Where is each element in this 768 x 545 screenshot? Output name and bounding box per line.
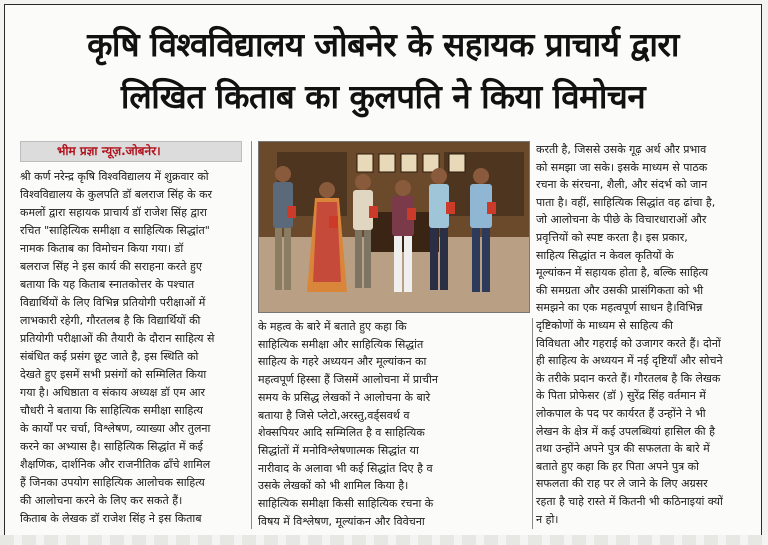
col1-line: नामक किताब का विमोचन किया गया। डॉ <box>20 242 184 255</box>
col1-line: विश्वविद्यालय के कुलपति डॉ बलराज सिंह के कर <box>20 188 213 201</box>
column-divider-1 <box>251 141 252 529</box>
headline-line-2: लिखित किताब का कुलपति ने किया विमोचन <box>120 77 646 116</box>
col1-line: लाभकारी रहेगी, गौरतलब है कि विद्यार्थियों की <box>20 314 201 327</box>
col1-line: चौधरी ने बताया कि साहित्यिक समीक्षा साहित्य <box>20 404 203 417</box>
col2-line: उसके लेखकों को भी शामिल किया है। <box>258 479 409 493</box>
col2-line: साहित्यिक समीक्षा और साहित्यिक सिद्धांत <box>258 337 424 351</box>
col1-line: विद्यार्थियों के लिए विभिन्न प्रतियोगी परीक्षाओं में <box>20 296 206 309</box>
col3-line: लोकपाल के पद पर कार्यरत हैं उन्होंने ने भी <box>536 407 706 420</box>
col3-line: ही साहित्य के अध्ययन में नई दृष्टियाँ और सोचने <box>536 354 723 368</box>
col3-line: मूल्यांकन में सहायक होता है, बल्कि साहित्य <box>536 266 709 280</box>
col1-line: किताब के लेखक डॉ राजेश सिंह ने इस किताब <box>20 512 202 525</box>
col3-line: लेखन के क्षेत्र में कई उपलब्धियां हासिल की है <box>536 424 715 438</box>
col1-line: की आलोचना करने के लिए कर सकते हैं। <box>20 494 183 507</box>
col1-line: बताया कि यह किताब स्नातकोत्तर के पश्चात <box>20 278 195 291</box>
col2-line: विषय में विश्लेषण, मूल्यांकन और विवेचना <box>258 514 425 528</box>
col2-line: नारीवाद के अलावा भी कई सिद्धांत दिए है व <box>258 461 433 475</box>
col2-line: महत्वपूर्ण हिस्सा हैं जिसमें आलोचना में प्राचीन <box>258 373 438 387</box>
col3-line: पाता है। वहीं, साहित्यिक सिद्धांत वह ढांचा है, <box>536 195 716 209</box>
col1-line: गया है। अधिष्ठाता व संकाय अध्यक्ष डॉ एम आर <box>20 386 206 399</box>
col3-line: करती है, जिससे उसके गूढ़ अर्थ और प्रभाव <box>536 143 707 156</box>
col3-line: बताते हुए कहा कि हर पिता अपने पुत्र को <box>536 459 699 473</box>
col1-line: संबंधित कई प्रसंग छूट जाते है, इस स्थिति को <box>20 350 199 363</box>
col2-line: शेक्सपियर आदि सम्मिलित है व साहित्यिक <box>258 426 425 440</box>
col2-line: समय के प्रसिद्ध लेखकों ने आलोचना के बारे <box>258 390 431 404</box>
col3-line: जो आलोचना के पीछे के विचारधाराओं और <box>536 213 707 227</box>
col2-line: के महत्व के बारे में बताते हुए कहा कि <box>258 320 407 333</box>
col3-line: दृष्टिकोणों के माध्यम से साहित्य की <box>536 319 673 332</box>
col2-line: बताया है जिसे प्लेटो,अरस्तु,वर्ड्सवर्थ व <box>258 408 410 422</box>
col1-line: के कार्यों पर चर्चा, विश्लेषण, व्याख्या और तुलना <box>20 422 211 435</box>
column-divider-2 <box>532 318 533 529</box>
book-launch-photo <box>258 141 530 313</box>
torn-bottom-edge <box>0 535 768 545</box>
col2-line: साहित्य के गहरे अध्ययन और मूल्यांकन का <box>258 355 427 369</box>
col1-line: हैं जिनका उपयोग साहित्यिक आलोचक साहित्य <box>20 476 205 489</box>
col3-line: न हो। <box>536 512 559 526</box>
col3-line: के तरीके प्रदान करते हैं। गौरतलब है कि लेखक <box>536 371 721 385</box>
col3-line: रचना के संरचना, शैली, और संदर्भ को जान <box>536 178 708 192</box>
col3-line: साहित्य सिद्धांत न केवल कृतियों के <box>536 248 674 262</box>
col3-line: सफलता की राह पर ले जाने के लिए अग्रसर <box>536 477 708 491</box>
col1-line: देखते हुए इसमें सभी प्रसंगों को सम्मिलित किया <box>20 368 207 381</box>
col1-line: शैक्षणिक, दार्शनिक और राजनीतिक ढाँचे शामिल <box>20 458 211 471</box>
col3-line: तथा उन्होंने अपने पुत्र की सफलता के बारे में <box>536 442 710 456</box>
col3-line: समझने का एक महत्वपूर्ण साधन है।विभिन्न <box>536 301 703 315</box>
col2-line: साहित्यिक समीक्षा किसी साहित्यिक रचना के <box>258 497 434 510</box>
col1-line: श्री कर्ण नरेन्द्र कृषि विश्वविद्यालय में शुक्रवार को <box>20 170 209 183</box>
col3-line: प्रवृत्तियों को स्पष्ट करता है। इस प्रकार, <box>536 231 688 244</box>
col3-line: की समग्रता और उसकी प्रासंगिकता को भी <box>536 283 704 297</box>
headline-line-1: कृषि विश्वविद्यालय जोबनेर के सहायक प्राचार्य द्वारा <box>87 25 679 64</box>
col1-line: प्रतियोगी परीक्षाओं की तैयारी के दौरान साहित्य से <box>20 332 215 345</box>
col1-line: कमलों द्वारा सहायक प्राचार्य डॉ राजेश सिंह द्वारा <box>20 206 207 219</box>
col3-line: रहता है चाहे रास्ते में कितनी भी कठिनाइयां क्यों <box>536 495 723 508</box>
col1-line: बलराज सिंह ने इस कार्य की सराहना करते हुए <box>20 260 202 273</box>
col1-line: रचित "साहित्यिक समीक्षा व साहित्यिक सिद्धांत" <box>20 224 210 237</box>
col1-line: करने का अभ्यास है। साहित्यिक सिद्धांत में कई <box>20 440 203 453</box>
col3-line: के पिता प्रोफेसर (डॉ ) सुरेंद्र सिंह वर्तमान में <box>536 389 706 403</box>
col3-line: को समझा जा सके। इसके माध्यम से पाठक <box>536 160 708 174</box>
byline: भीम प्रज्ञा न्यूज़.जोबनेर। <box>20 141 242 162</box>
col2-line: सिद्धांतों में मनोविश्लेषणात्मक सिद्धांत या <box>258 443 419 457</box>
col3-line: विविधता और गहराई को उजागर करते हैं। दोनों <box>536 336 721 350</box>
